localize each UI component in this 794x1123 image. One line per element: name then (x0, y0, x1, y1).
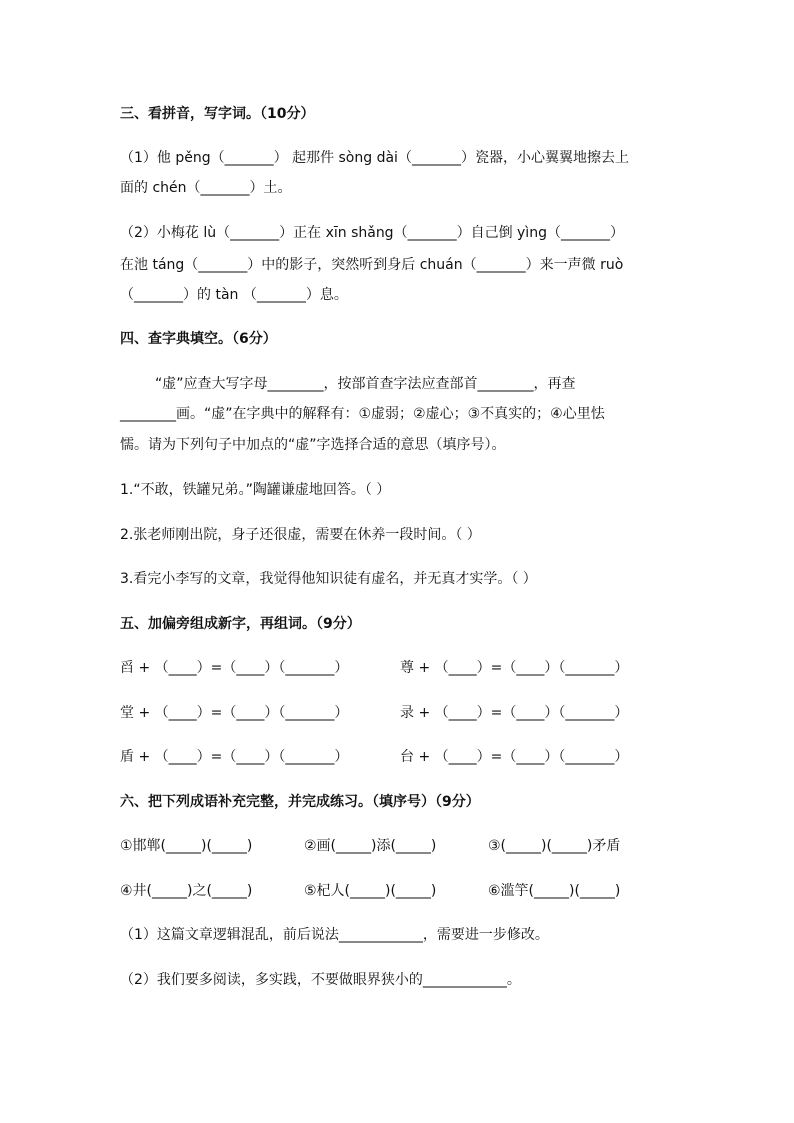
idiom-item: ②画(_____)添(_____) (304, 838, 437, 854)
s4-question-3: 3.看完小李写的文章，我觉得他知识徒有虚名，并无真才实学。（ ） (120, 571, 537, 587)
s5-item: 录 + （____）=（____）（_______） (400, 705, 629, 721)
s3-line-3: （2）小梅花 lù（_______）正在 xīn shǎng（_______）自己倒 yìng（_______） (120, 225, 624, 241)
idiom-item: ①邯郸(_____)(_____) (120, 838, 253, 854)
s4-para-3: 懦。请为下列句子中加点的“虚”字选择合适的意思（填序号）。 (120, 437, 506, 453)
s5-item: 堂 + （____）=（____）（_______） (120, 705, 349, 721)
s6-idiom-row-2 (120, 881, 620, 901)
s4-para-2: ________画。“虚”在字典中的解释有：①虚弱；②虚心；③不真实的；④心里怯 (120, 406, 605, 422)
section-3-heading: 三、看拼音，写字词。（10分） (120, 106, 315, 122)
s4-para-1: “虚”应查大写字母________，按部首查字法应查部首________，再查 (155, 376, 576, 392)
s5-row-2 (120, 703, 628, 723)
section-5-heading: 五、加偏旁组成新字，再组词。（9分） (120, 616, 361, 632)
idiom-item: ④井(_____)之(_____) (120, 883, 253, 899)
s5-row-3 (120, 747, 628, 767)
s5-item: 舀 + （____）=（____）（_______） (120, 660, 349, 676)
s3-line-5: （_______）的 tàn （_______）息。 (120, 287, 348, 303)
s3-line-2: 面的 chén（_______）土。 (120, 180, 292, 196)
s5-row-1 (120, 658, 628, 678)
s3-line-4: 在池 táng（_______）中的影子，突然听到身后 chuán（_______）来一声微 ruò (120, 257, 624, 273)
s5-item: 台 + （____）=（____）（_______） (400, 749, 629, 765)
s6-question-1: （1）这篇文章逻辑混乱，前后说法____________，需要进一步修改。 (120, 927, 549, 943)
s4-question-2: 2.张老师刚出院，身子还很虚，需要在休养一段时间。（ ） (120, 527, 481, 543)
s3-line-1: （1）他 pěng（_______） 起那件 sòng dài（_______）瓷器，小心翼翼地擦去上 (120, 150, 629, 166)
s5-item: 盾 + （____）=（____）（_______） (120, 749, 349, 765)
idiom-item: ③(_____)(_____)矛盾 (488, 838, 621, 854)
s6-idiom-row-1 (120, 836, 620, 856)
section-6-heading: 六、把下列成语补充完整，并完成练习。（填序号）（9分） (120, 794, 480, 810)
section-4-heading: 四、查字典填空。（6分） (120, 331, 277, 347)
s6-question-2: （2）我们要多阅读，多实践，不要做眼界狭小的____________。 (120, 972, 521, 988)
idiom-item: ⑤杞人(_____)(_____) (304, 883, 437, 899)
s4-question-1: 1.“不敢，铁罐兄弟。”陶罐谦虚地回答。（ ） (120, 482, 391, 498)
idiom-item: ⑥滥竽(_____)(_____) (488, 883, 621, 899)
s5-item: 尊 + （____）=（____）（_______） (400, 660, 629, 676)
